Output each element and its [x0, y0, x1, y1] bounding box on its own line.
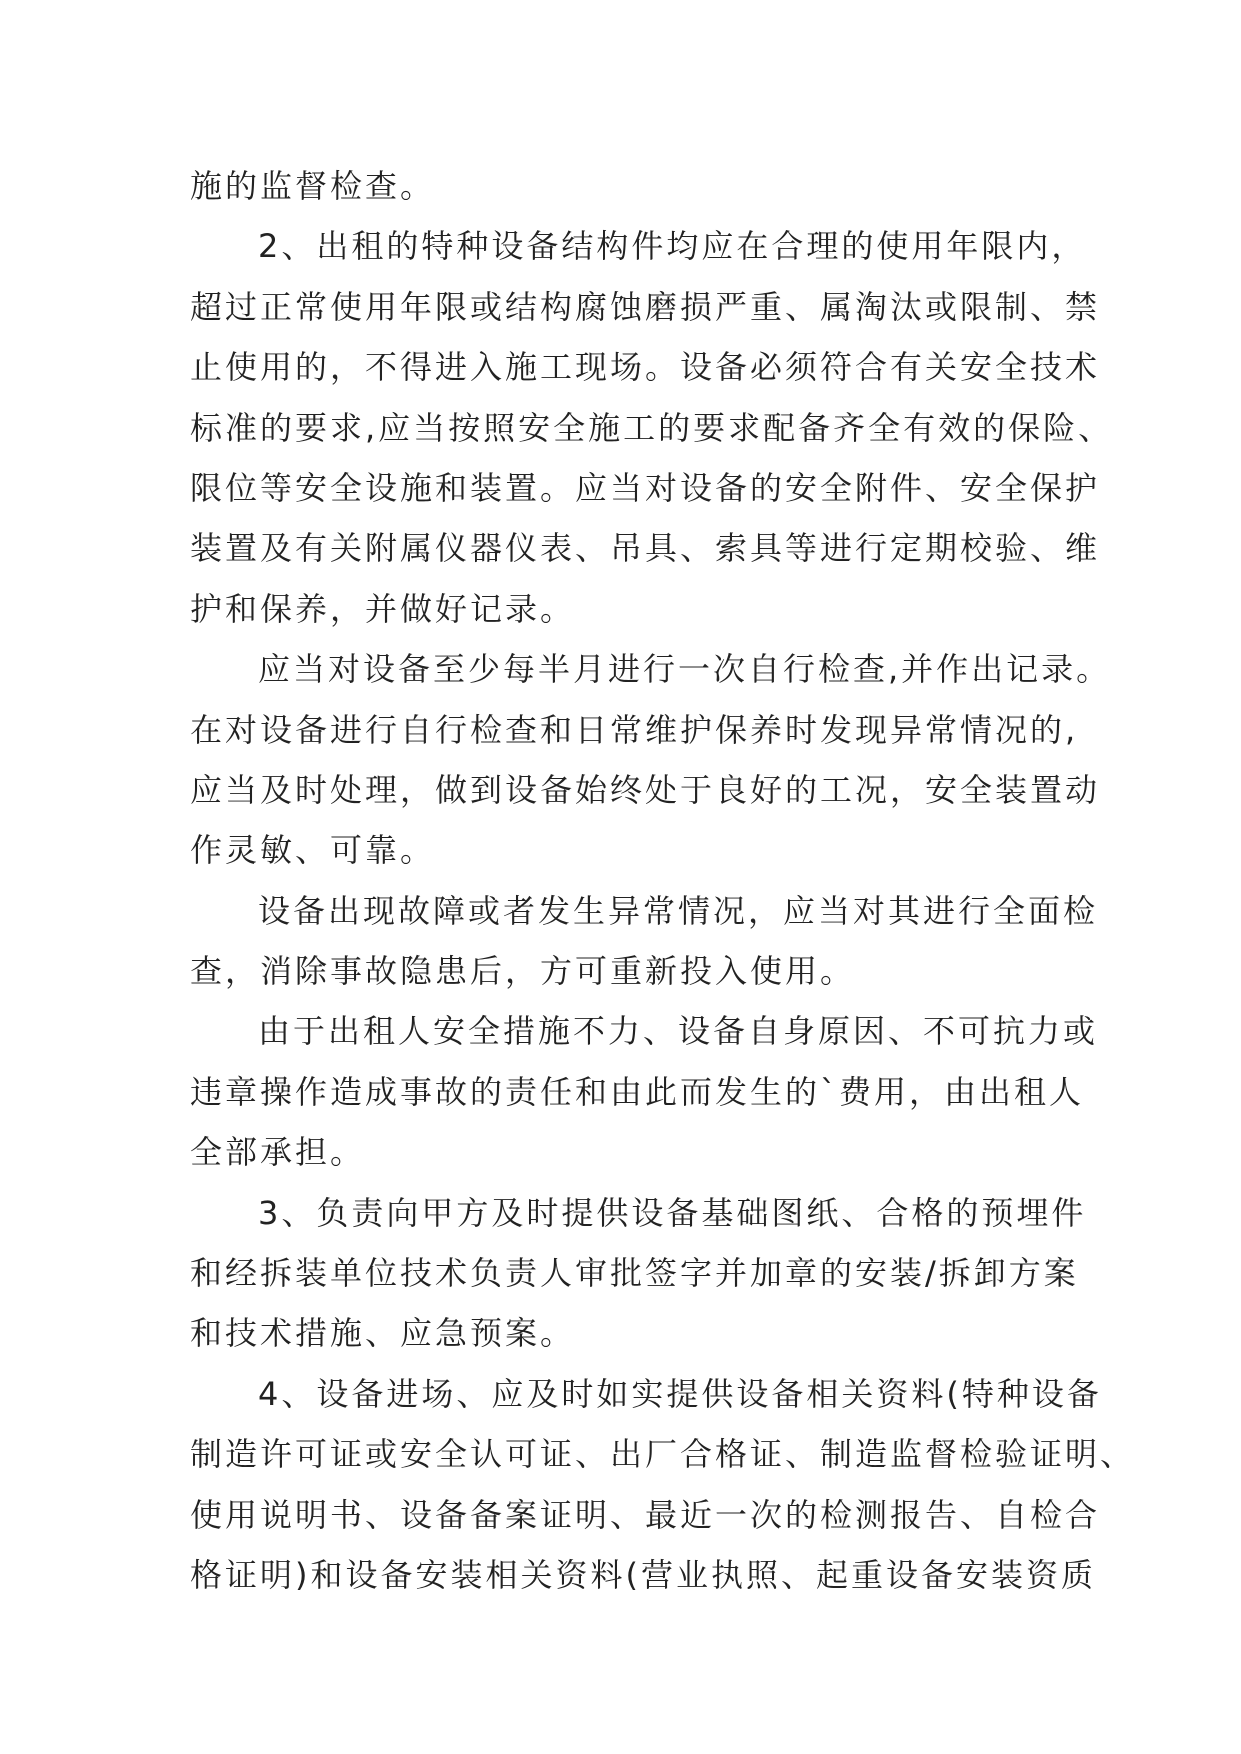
text-line: 护和保养，并做好记录。	[190, 589, 576, 628]
text-line: 制造许可证或安全认可证、出厂合格证、制造监督检验证明、	[190, 1435, 1136, 1474]
text-line: 设备出现故障或者发生异常情况，应当对其进行全面检	[258, 891, 1099, 930]
text-line: 全部承担。	[190, 1133, 366, 1172]
text-line: 由于出租人安全措施不力、设备自身原因、不可抗力或	[258, 1012, 1099, 1051]
text-line: 装置及有关附属仪器仪表、吊具、索具等进行定期校验、维	[190, 529, 1101, 568]
text-line: 和技术措施、应急预案。	[190, 1314, 576, 1353]
text-line: 在对设备进行自行检查和日常维护保养时发现异常情况的,	[190, 710, 1079, 749]
text-line: 应当及时处理，做到设备始终处于良好的工况，安全装置动	[190, 770, 1101, 809]
text-line: 3、负责向甲方及时提供设备基础图纸、合格的预埋件	[258, 1193, 1087, 1232]
text-line: 止使用的，不得进入施工现场。设备必须符合有关安全技术	[190, 348, 1101, 387]
text-line: 使用说明书、设备备案证明、最近一次的检测报告、自检合	[190, 1495, 1101, 1534]
text-line: 2、出租的特种设备结构件均应在合理的使用年限内，	[258, 227, 1087, 266]
text-line: 4、设备进场、应及时如实提供设备相关资料(特种设备	[258, 1374, 1102, 1413]
text-line: 标准的要求,应当按照安全施工的要求配备齐全有效的保险、	[190, 408, 1114, 447]
text-line: 限位等安全设施和装置。应当对设备的安全附件、安全保护	[190, 468, 1101, 507]
text-line: 应当对设备至少每半月进行一次自行检查,并作出记录。	[258, 650, 1112, 689]
text-line: 和经拆装单位技术负责人审批签字并加章的安装/拆卸方案	[190, 1254, 1079, 1293]
body-text	[190, 156, 1136, 1605]
text-line: 违章操作造成事故的责任和由此而发生的`费用，由出租人	[190, 1072, 1085, 1111]
text-line: 作灵敏、可靠。	[190, 831, 436, 870]
text-line: 格证明)和设备安装相关资料(营业执照、起重设备安装资质	[190, 1555, 1096, 1594]
text-line: 查，消除事故隐患后，方可重新投入使用。	[190, 952, 856, 991]
text-line: 超过正常使用年限或结构腐蚀磨损严重、属淘汰或限制、禁	[190, 287, 1101, 326]
text-line: 施的监督检查。	[190, 167, 436, 205]
